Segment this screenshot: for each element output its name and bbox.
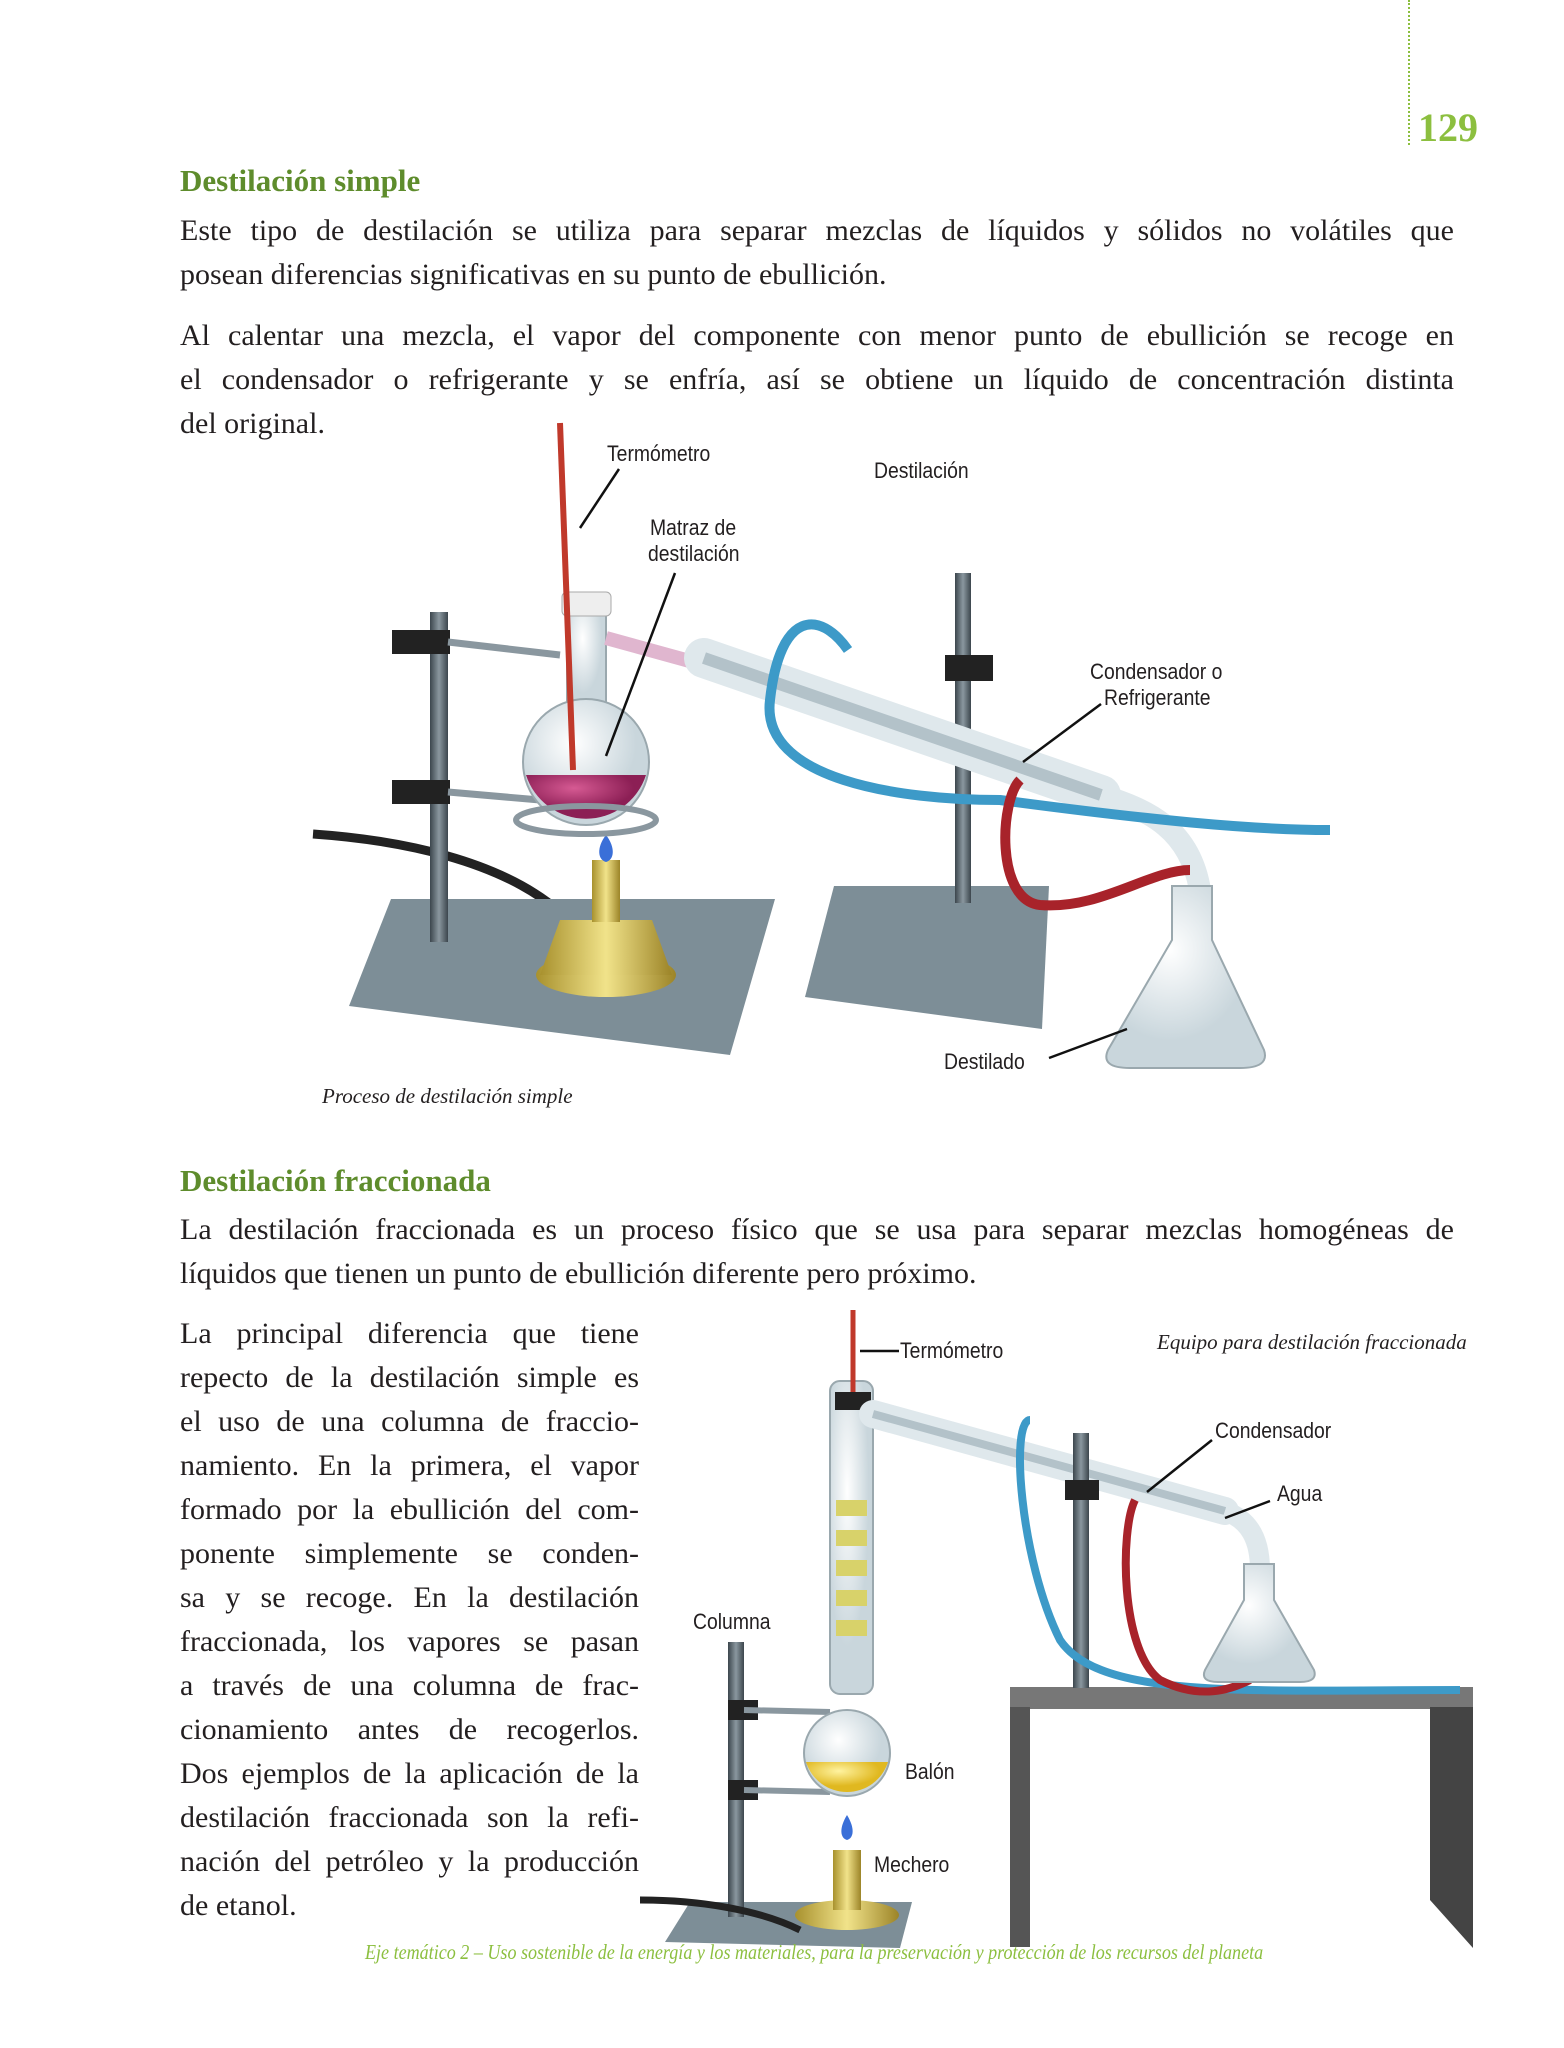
text-line: ponente simplemente se conden-	[180, 1537, 639, 1570]
page-footer: Eje temático 2 – Uso sostenible de la energía y los materiales, para la preservación y protección de los recursos del planeta	[365, 1940, 1264, 1964]
label-thermometer-2: Termómetro	[900, 1338, 1004, 1363]
label-column: Columna	[693, 1609, 771, 1634]
text-line: del original.	[180, 407, 325, 440]
paragraph-fractional-body	[180, 1312, 639, 1928]
text-line: repecto de la destilación simple es	[180, 1361, 639, 1394]
label-flask-line2: destilación	[648, 541, 740, 566]
text-line: namiento. En la primera, el vapor	[180, 1449, 639, 1482]
text-line: Este tipo de destilación se utiliza para separar mezclas de líquidos y sólidos no volátiles que	[180, 214, 1454, 247]
text-line: posean diferencias significativas en su punto de ebullición.	[180, 258, 887, 291]
stand-rod-1	[430, 612, 448, 942]
label-flask-line1: Matraz de	[650, 515, 737, 540]
flame	[599, 835, 613, 862]
receiving-flask	[1106, 886, 1265, 1068]
text-line: el uso de una columna de fraccio-	[180, 1405, 639, 1438]
clamp	[392, 630, 450, 654]
label-burner: Mechero	[874, 1852, 950, 1877]
stand-rod-3	[728, 1642, 744, 1917]
text-line: La principal diferencia que tiene	[180, 1317, 639, 1350]
text-line: sa y se recoge. En la destilación	[180, 1581, 639, 1614]
label-condenser-line1: Condensador o	[1090, 659, 1223, 684]
text-line: de etanol.	[180, 1889, 297, 1922]
page-number: 129	[1418, 105, 1478, 150]
text-line: Dos ejemplos de la aplicación de la	[180, 1757, 639, 1790]
label-condenser-line2: Refrigerante	[1104, 685, 1211, 710]
figure-caption-simple: Proceso de destilación simple	[322, 1084, 573, 1108]
text-line: formado por la ebullición del com-	[180, 1493, 639, 1526]
label-condenser-2: Condensador	[1215, 1418, 1332, 1443]
label-balloon: Balón	[905, 1759, 955, 1784]
paragraph-fractional-intro	[180, 1208, 1454, 1296]
text-line: nación del petróleo y la producción	[180, 1845, 639, 1878]
text-line: Al calentar una mezcla, el vapor del componente con menor punto de ebullición se recoge en	[180, 319, 1454, 352]
text-line: destilación fraccionada son la refi-	[180, 1801, 639, 1834]
label-water: Agua	[1277, 1481, 1323, 1506]
label-distillate: Destilado	[944, 1049, 1025, 1074]
label-thermometer: Termómetro	[607, 441, 711, 466]
figure-caption-fractional: Equipo para destilación fraccionada	[1157, 1330, 1467, 1354]
text-line: fraccionada, los vapores se pasan	[180, 1625, 639, 1658]
text-line: La destilación fraccionada es un proceso físico que se usa para separar mezclas homogéneas de	[180, 1213, 1454, 1246]
text-line: a través de una columna de frac-	[180, 1669, 639, 1702]
clamp	[392, 780, 450, 804]
receiving-flask-2	[1204, 1564, 1315, 1682]
simple-distillation-figure	[313, 423, 1330, 1068]
label-distillation: Destilación	[874, 458, 969, 483]
text-line: el condensador o refrigerante y se enfría, así se obtiene un líquido de concentración distinta	[180, 363, 1454, 396]
text-line: cionamiento antes de recogerlos.	[180, 1713, 639, 1746]
stand-base-2	[805, 886, 1049, 1029]
section-heading-fractional: Destilación fraccionada	[180, 1163, 491, 1198]
text-line: líquidos que tienen un punto de ebullición diferente pero próximo.	[180, 1257, 977, 1290]
section-heading-simple: Destilación simple	[180, 163, 421, 198]
